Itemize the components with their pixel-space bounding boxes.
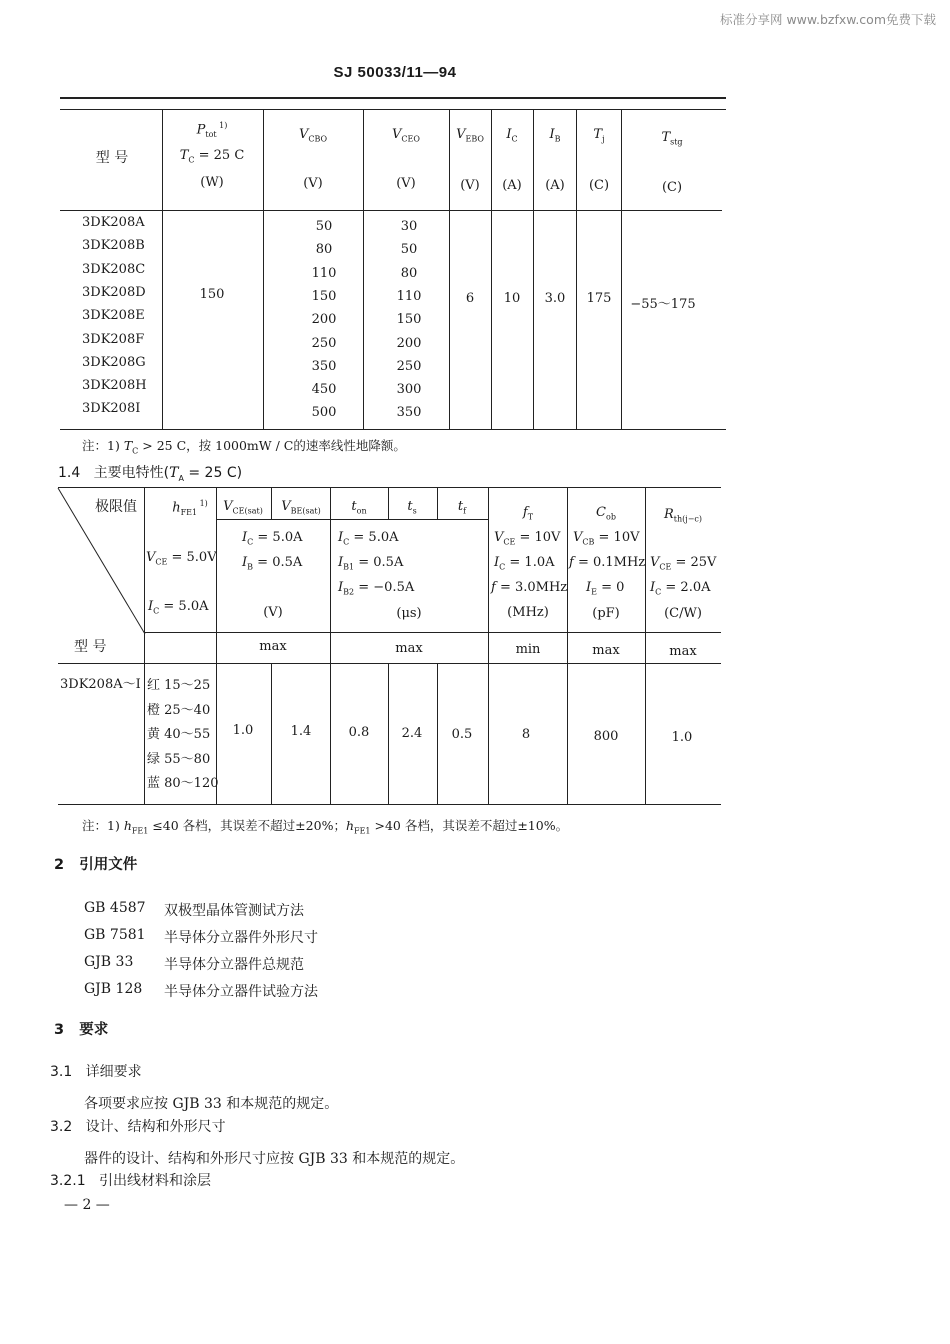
reference-title: 半导体分立器件外形尺寸: [164, 930, 318, 946]
ptot-header: $P_{tot}$ $^{1)}$: [196, 121, 228, 139]
vcbo-cell: 450: [311, 382, 337, 398]
ib-value: 3.0: [544, 291, 566, 306]
ib-header: $I_B$: [549, 127, 561, 144]
tj-value: 175: [586, 291, 612, 306]
vcbo-cell: 150: [311, 288, 337, 304]
ptot-condition: $T_C = 25$ C: [179, 148, 245, 165]
section-3-2-body: 器件的设计、结构和外形尺寸应按 GJB 33 和本规范的规定。: [84, 1151, 465, 1167]
ft-unit: (MHz): [507, 605, 549, 620]
vcbo-header: $V_{CBO}$: [298, 127, 328, 144]
t-condition-ib2: $I_{B2} = -0.5A$: [338, 580, 415, 597]
t-condition-ic: $I_C = 5.0A$: [338, 530, 399, 547]
v-condition-ic: $I_C = 5.0A$: [242, 530, 303, 547]
table1-col-sep: [533, 110, 534, 429]
hfe-range-cell: 红 15～25: [147, 678, 211, 693]
reference-code: GJB 33: [84, 954, 134, 970]
table2-col-sep: [645, 488, 646, 804]
vcbo-cell: 80: [315, 242, 333, 258]
reference-code: GB 7581: [84, 927, 146, 943]
model-range: 3DK208A～I: [60, 677, 141, 692]
hfe-range-cell: 橙 25～40: [147, 702, 211, 718]
model-cell: 3DK208E: [82, 308, 145, 324]
ft-condition-ic: $I_C = 1.0A$: [494, 555, 555, 572]
vbesat-header: $V_{BE(sat)}$: [281, 499, 321, 516]
reference-title: 双极型晶体管测试方法: [164, 903, 304, 919]
vceo-unit: (V): [396, 176, 416, 191]
section-3-2-1-heading: 3.2.1 引出线材料和涂层: [50, 1173, 211, 1189]
tj-header: $T_j$: [593, 127, 605, 144]
tstg-unit: (C): [661, 180, 683, 195]
tstg-value: −55～175: [630, 297, 696, 312]
table1-header-rule: [60, 210, 722, 211]
vceo-cell: 110: [396, 288, 422, 304]
ton-value: 0.8: [348, 725, 370, 740]
cob-condition-f: f = 0.1MHz: [569, 555, 646, 570]
table1-top-rule-2: [60, 109, 726, 110]
page-number: — 2 —: [64, 1197, 110, 1213]
section-3-1-body: 各项要求应按 GJB 33 和本规范的规定。: [84, 1096, 339, 1112]
hfe-condition-ic: $I_C = 5.0A$: [148, 599, 209, 616]
table2-col-sep: [330, 488, 331, 804]
t-condition-ib1: $I_{B1} = 0.5A$: [338, 555, 404, 572]
table2-bottom-rule: [58, 804, 721, 805]
vcesat-value: 1.0: [232, 723, 254, 738]
hfe-condition-vce: $V_{CE} = 5.0V$: [146, 550, 217, 567]
reference-title: 半导体分立器件总规范: [164, 957, 304, 973]
table1-col-sep: [263, 110, 264, 429]
model-cell: 3DK208C: [82, 261, 146, 277]
model-cell: 3DK208A: [82, 215, 145, 230]
vceo-cell: 30: [400, 219, 418, 234]
table1-bottom-rule: [60, 429, 726, 430]
vceo-cell: 150: [396, 312, 422, 328]
tf-header: $t_f$: [457, 499, 467, 516]
t-unit: (μs): [396, 606, 422, 621]
ft-header: $f_T$: [522, 505, 534, 522]
hfe-range-cell: 黄 40～55: [147, 727, 211, 742]
cob-header: $C_{ob}$: [596, 505, 616, 522]
section-1-4-heading: 1.4 主要电特性($T_A = 25$ C): [58, 465, 243, 483]
ic-value: 10: [503, 291, 521, 306]
cob-limit: max: [592, 643, 620, 658]
table1-note: 注：1) $T_C > 25$ C，按 1000mW / C的速率线性地降额。: [82, 438, 406, 456]
v-limit: max: [259, 639, 287, 654]
section-2-heading: 2 引用文件: [54, 857, 138, 873]
vceo-cell: 250: [396, 358, 422, 374]
table1-col-sep: [363, 110, 364, 429]
tf-value: 0.5: [451, 727, 473, 742]
hfe-header: $h_{FE1}$ $^{1)}$: [172, 499, 208, 517]
rth-header: $R_{th(j-c)}$: [663, 507, 703, 524]
table1-top-rule: [60, 97, 726, 99]
ib-unit: (A): [545, 178, 565, 193]
ptot-unit: (W): [200, 175, 224, 190]
cob-value: 800: [593, 729, 619, 744]
rth-condition-vce: $V_{CE} = 25V$: [650, 555, 717, 572]
v-unit: (V): [263, 605, 283, 620]
reference-title: 半导体分立器件试验方法: [164, 984, 318, 1000]
vceo-header: $V_{CEO}$: [392, 127, 420, 144]
limit-value-label: 极限值: [95, 499, 137, 515]
vcbo-cell: 110: [311, 265, 337, 281]
vebo-unit: (V): [460, 178, 480, 193]
table1-col-sep: [491, 110, 492, 429]
cob-condition-vcb: $V_{CB} = 10V$: [573, 530, 640, 547]
model-cell: 3DK208H: [82, 378, 147, 394]
table2-col-sep: [216, 488, 217, 804]
vceo-cell: 200: [396, 335, 422, 351]
vcbo-cell: 500: [311, 405, 337, 421]
section-3-2-heading: 3.2 设计、结构和外形尺寸: [50, 1119, 226, 1135]
vcbo-unit: (V): [303, 176, 323, 191]
cob-condition-ie: $I_E = 0$: [586, 580, 625, 597]
ts-value: 2.4: [401, 726, 423, 741]
ft-condition-vce: $V_{CE} = 10V$: [494, 530, 561, 547]
vcesat-header: $V_{CE(sat)}$: [223, 499, 263, 516]
vceo-cell: 350: [396, 405, 422, 421]
ft-limit: min: [515, 642, 541, 657]
table2-col-sep: [437, 663, 438, 804]
vebo-header: $V_{EBO}$: [456, 127, 484, 144]
rth-limit: max: [669, 644, 697, 659]
rth-condition-ic: $I_C = 2.0A$: [650, 580, 711, 597]
t-limit: max: [395, 641, 423, 656]
table1-col-sep: [162, 110, 163, 429]
vceo-cell: 80: [400, 265, 418, 281]
table2-col-sep: [488, 488, 489, 804]
table1-col-sep: [621, 110, 622, 429]
ton-header: $t_{on}$: [351, 499, 367, 516]
section-3-heading: 3 要求: [54, 1022, 109, 1038]
rth-value: 1.0: [671, 730, 693, 745]
vebo-value: 6: [465, 291, 475, 306]
ts-header: $t_s$: [407, 499, 417, 516]
v-condition-ib: $I_B = 0.5A$: [242, 555, 303, 572]
table2-col-sep: [144, 488, 145, 804]
model-cell: 3DK208F: [82, 331, 145, 347]
ptot-value: 150: [199, 287, 225, 302]
watermark: 标准分享网 www.bzfxw.com免费下载: [719, 12, 936, 27]
ic-header: $I_C$: [506, 127, 518, 144]
hfe-range-cell: 绿 55～80: [147, 751, 211, 767]
table2-col-sep: [388, 488, 389, 519]
vcbo-cell: 250: [311, 335, 337, 351]
table2-col-sep: [388, 663, 389, 804]
vceo-cell: 50: [400, 242, 418, 258]
tstg-header: $T_{stg}$: [661, 130, 683, 147]
vcbo-cell: 50: [315, 219, 333, 234]
vcbo-cell: 200: [311, 312, 337, 328]
tj-unit: (C): [588, 178, 610, 193]
vceo-cell: 300: [396, 382, 422, 398]
reference-code: GB 4587: [84, 900, 146, 916]
model-cell: 3DK208G: [82, 354, 146, 370]
table2-col-sep: [567, 488, 568, 804]
table2-sub-rule: [216, 519, 489, 520]
vbesat-value: 1.4: [290, 724, 312, 739]
table1-col-sep: [449, 110, 450, 429]
rth-unit: (C/W): [664, 606, 702, 621]
cob-unit: (pF): [592, 606, 620, 621]
vcbo-cell: 350: [311, 358, 337, 374]
table2-col-sep: [271, 663, 272, 804]
model-cell: 3DK208I: [82, 401, 141, 417]
table2-col-sep: [437, 488, 438, 519]
hfe-range-cell: 蓝 80～120: [147, 776, 219, 791]
table2-header-rule: [145, 632, 721, 633]
ft-condition-f: f = 3.0MHz: [491, 580, 568, 595]
section-3-1-heading: 3.1 详细要求: [50, 1064, 142, 1080]
model-label: 型 号: [74, 639, 107, 655]
ft-value: 8: [521, 727, 531, 742]
model-cell: 3DK208D: [82, 284, 146, 300]
standard-number: SJ 50033/11—94: [333, 64, 457, 81]
reference-code: GJB 128: [84, 981, 143, 997]
ic-unit: (A): [502, 178, 522, 193]
table1-col-sep: [576, 110, 577, 429]
model-cell: 3DK208B: [82, 238, 145, 254]
table2-body-rule: [58, 663, 721, 664]
model-header: 型 号: [95, 150, 129, 166]
table2-col-sep: [271, 488, 272, 519]
table2-note: 注：1) $h_{FE1} \le 40$ 各档，其误差不超过±20%；$h_{FE1} >40$ 各档，其误差不超过±10%。: [82, 818, 569, 836]
